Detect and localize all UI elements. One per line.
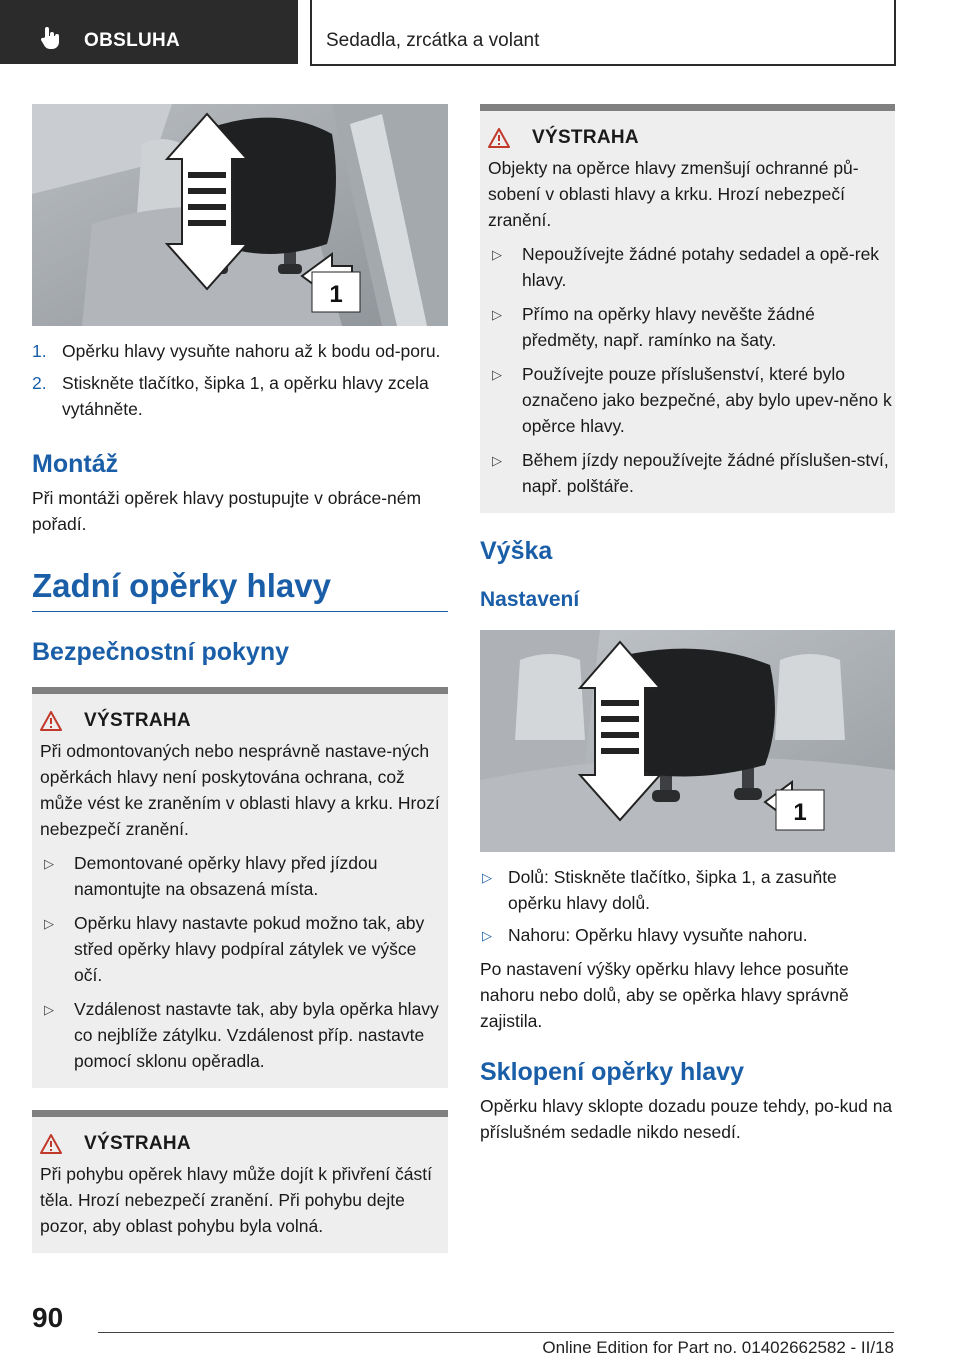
warning-icon bbox=[40, 1134, 62, 1154]
triangle-bullet-icon: ▷ bbox=[492, 247, 502, 262]
warning-text: Při pohybu opěrek hlavy může dojít k přivření částí těla. Hrozí nebezpečí zranění. Při pohybu dejte pozor, aby oblast pohybu byla volná. bbox=[40, 1164, 432, 1236]
list-item: ▷ Přímo na opěrky hlavy nevěšte žádné předměty, např. ramínko na šaty. bbox=[492, 304, 815, 350]
list-item: ▷ Demontované opěrky hlavy před jízdou namontujte na obsazená místa. bbox=[44, 853, 378, 899]
right-column bbox=[480, 104, 895, 1145]
list-item: ▷ Dolů: Stiskněte tlačítko, šipka 1, a zasuňte opěrku hlavy dolů. bbox=[482, 867, 837, 913]
triangle-bullet-icon: ▷ bbox=[44, 856, 54, 871]
list-item: ▷ Opěrku hlavy nastavte pokud možno tak, aby střed opěrky hlavy podpíral zátylek ve výšce očí. bbox=[44, 913, 425, 985]
headrest-removal-figure bbox=[32, 104, 448, 326]
safety-heading: Bezpečnostní pokyny bbox=[32, 638, 289, 666]
warning-text: Při odmontovaných nebo nesprávně nastave-ných opěrkách hlavy není poskytována ochrana, což může vést ke zraněním v oblasti hlavy a krku. Hrozí nebezpečí zranění. bbox=[40, 741, 440, 839]
triangle-bullet-icon: ▷ bbox=[482, 928, 492, 943]
triangle-bullet-icon: ▷ bbox=[492, 307, 502, 322]
warning-text: Objekty na opěrce hlavy zmenšují ochranné pů-sobení v oblasti hlavy a krku. Hrozí nebezpečí zranění. bbox=[488, 158, 859, 230]
footer-divider bbox=[98, 1332, 894, 1333]
chapter-header bbox=[310, 0, 896, 66]
warning-box bbox=[32, 687, 448, 1088]
list-item: ▷ Nahoru: Opěrku hlavy vysuňte nahoru. bbox=[480, 922, 895, 948]
hand-icon bbox=[40, 26, 62, 50]
triangle-bullet-icon: ▷ bbox=[492, 453, 502, 468]
triangle-bullet-icon: ▷ bbox=[44, 916, 54, 931]
adjust-list bbox=[480, 864, 895, 948]
warning-icon bbox=[40, 711, 62, 731]
figure-callout-1: 1 bbox=[329, 281, 343, 308]
warning-title: VÝSTRAHA bbox=[84, 1133, 191, 1154]
headrest-adjust-figure bbox=[480, 630, 895, 852]
montaz-text: Při montáži opěrek hlavy postupujte v obráce-ném pořadí. bbox=[32, 488, 422, 534]
montaz-heading: Montáž bbox=[32, 450, 119, 478]
warning-icon bbox=[488, 128, 510, 148]
warning-title: VÝSTRAHA bbox=[84, 710, 191, 731]
triangle-bullet-icon: ▷ bbox=[492, 367, 502, 382]
edition-note: Online Edition for Part no. 01402662582 - II/18 bbox=[542, 1338, 894, 1357]
removal-steps bbox=[32, 338, 448, 422]
figure-callout-1: 1 bbox=[793, 799, 807, 826]
left-column bbox=[32, 104, 448, 1253]
warning-box bbox=[480, 104, 895, 513]
height-heading: Výška bbox=[480, 537, 553, 565]
fold-text: Opěrku hlavy sklopte dozadu pouze tehdy, po-kud na příslušném sedadle nikdo nesedí. bbox=[480, 1096, 893, 1142]
page-title: Zadní opěrky hlavy bbox=[32, 567, 448, 612]
adjust-text: Po nastavení výšky opěrku hlavy lehce posuňte nahoru nebo dolů, aby se opěrka hlavy správně zajistila. bbox=[480, 959, 849, 1031]
adjust-heading: Nastavení bbox=[480, 588, 580, 611]
list-item: 1. Opěrku hlavy vysuňte nahoru až k bodu od-poru. bbox=[32, 341, 441, 361]
list-item: ▷ Používejte pouze příslušenství, které bylo označeno jako bezpečné, aby bylo upev-něno k opěrce hlavy. bbox=[492, 364, 892, 436]
section-tab-label: OBSLUHA bbox=[84, 30, 181, 51]
triangle-bullet-icon: ▷ bbox=[44, 1002, 54, 1017]
page-number: 90 bbox=[32, 1302, 64, 1333]
triangle-bullet-icon: ▷ bbox=[482, 870, 492, 885]
list-item: 2. Stiskněte tlačítko, šipka 1, a opěrku hlavy zcela vytáhněte. bbox=[32, 373, 429, 419]
warning-title: VÝSTRAHA bbox=[532, 127, 639, 148]
list-item: ▷ Nepoužívejte žádné potahy sedadel a opě-rek hlavy. bbox=[492, 244, 880, 290]
fold-heading: Sklopení opěrky hlavy bbox=[480, 1058, 744, 1086]
list-item: ▷ Během jízdy nepoužívejte žádné příslušen-ství, např. polštáře. bbox=[492, 450, 889, 496]
section-tab[interactable] bbox=[0, 0, 298, 64]
warning-box bbox=[32, 1110, 448, 1253]
list-item: ▷ Vzdálenost nastavte tak, aby byla opěrka hlavy co nejblíže zátylku. Vzdálenost příp. nastavte pomocí sklonu opěradla. bbox=[44, 999, 439, 1071]
chapter-title: Sedadla, zrcátka a volant bbox=[326, 30, 540, 51]
